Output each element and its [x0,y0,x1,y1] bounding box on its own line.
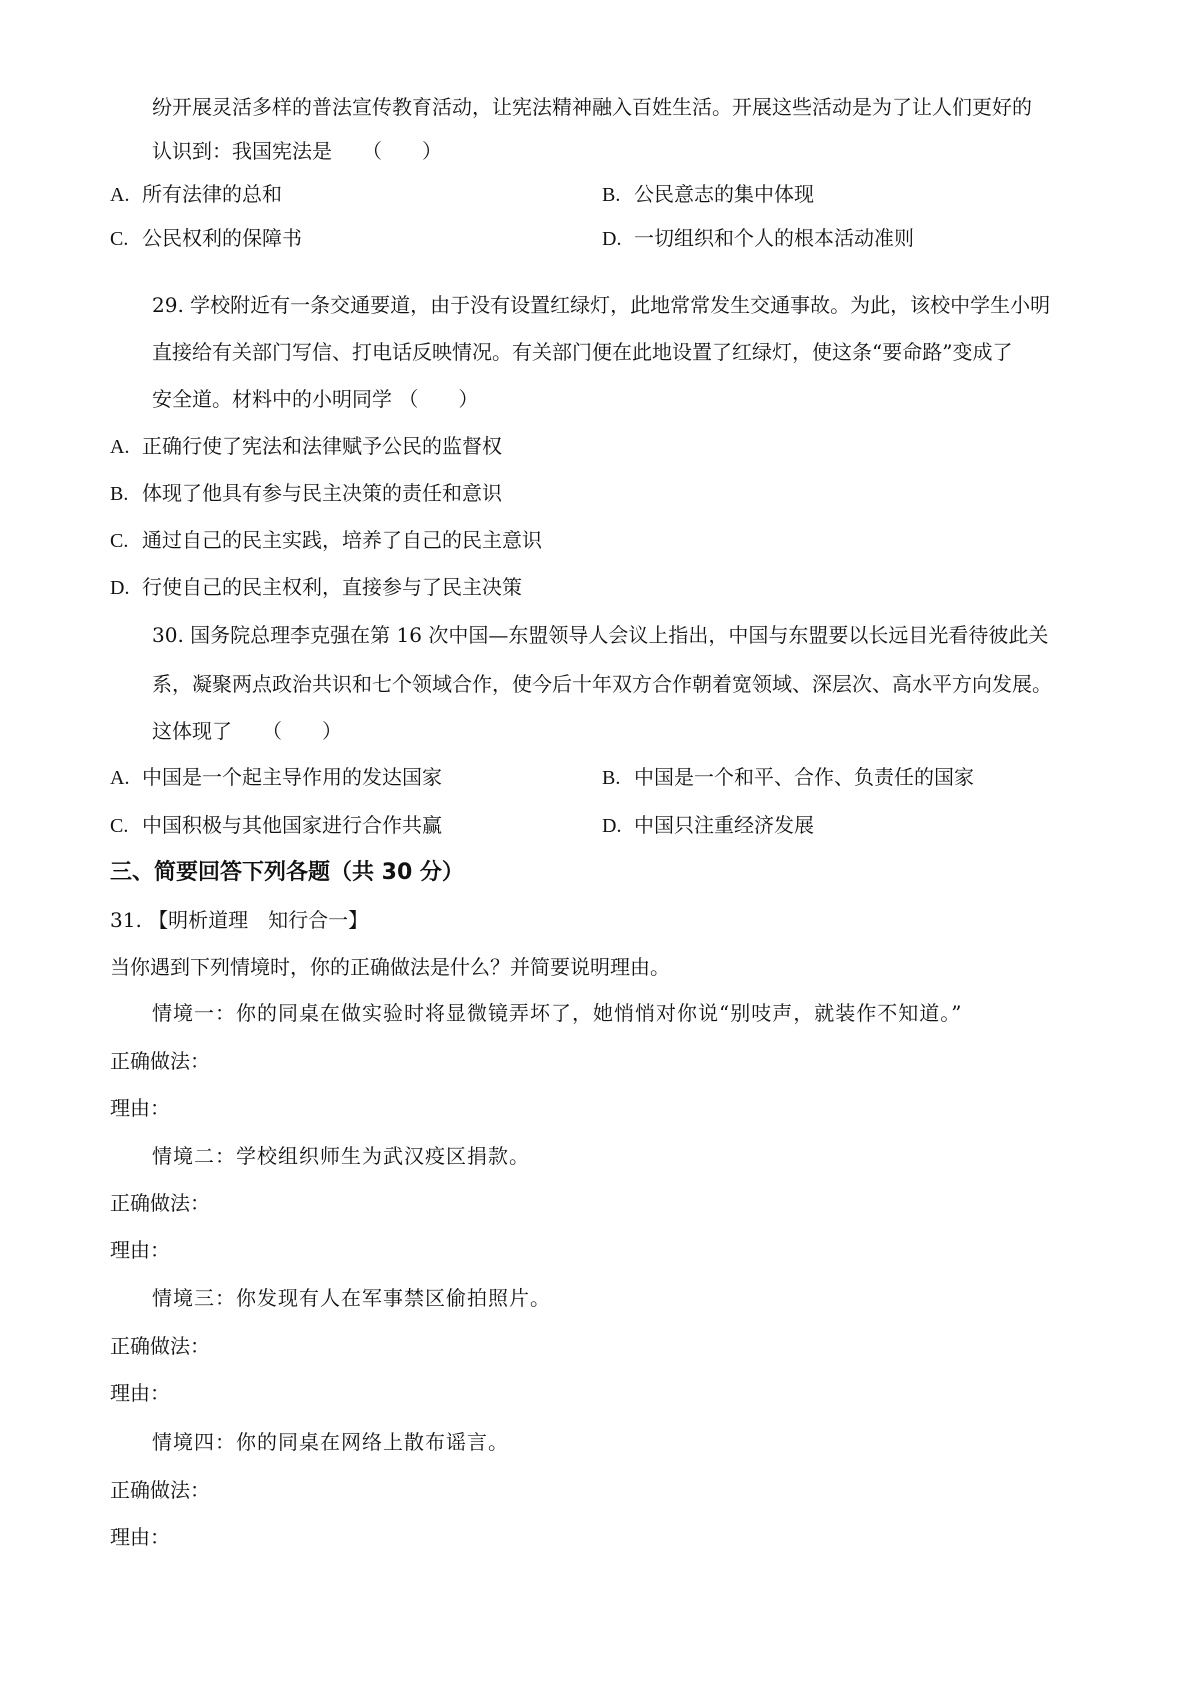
option-letter: D. [110,577,130,599]
option-text: 所有法律的总和 [142,182,282,206]
option-text: 一切组织和个人的根本活动准则 [634,226,914,250]
option-letter: A. [110,436,130,458]
q29-stem-line-1: 29. 学校附近有一条交通要道，由于没有设置红绿灯，此地常常发生交通事故。为此，该校中学生小明 [152,293,1051,317]
q29-option-d[interactable] [110,572,522,603]
q30-option-d[interactable] [602,810,814,841]
option-text: 中国积极与其他国家进行合作共赢 [142,813,442,837]
q31-prompt: 当你遇到下列情境时，你的正确做法是什么？并简要说明理由。 [110,955,670,979]
option-letter: D. [602,815,622,837]
q28-option-b[interactable] [602,179,814,210]
q28-option-a[interactable] [110,179,282,210]
q29-option-a[interactable] [110,431,502,462]
q31-scene-3-correct-label: 正确做法： [110,1334,210,1358]
q30-stem-line-3: 这体现了 （ ） [152,719,342,743]
option-letter: B. [110,483,129,505]
option-letter: C. [110,815,129,837]
q31-scene-2: 情境二：学校组织师生为武汉疫区捐款。 [152,1144,530,1168]
option-text: 中国只注重经济发展 [634,813,814,837]
option-letter: C. [110,228,129,250]
q29-stem-line-2: 直接给有关部门写信、打电话反映情况。有关部门便在此地设置了红绿灯，使这条“要命路”变成了 [152,340,1013,364]
option-text: 公民意志的集中体现 [634,182,814,206]
q30-option-b[interactable] [602,762,974,793]
q31-scene-1: 情境一：你的同桌在做实验时将显微镜弄坏了，她悄悄对你说“别吱声，就装作不知道。” [152,1001,963,1025]
option-letter: B. [602,184,621,206]
q29-option-b[interactable] [110,478,502,509]
q31-scene-1-reason-label: 理由： [110,1096,170,1120]
option-text: 中国是一个起主导作用的发达国家 [142,765,442,789]
q28-stem-line-2: 认识到：我国宪法是 （ ） [152,139,442,163]
q31-scene-3-reason-label: 理由： [110,1381,170,1405]
option-letter: C. [110,530,129,552]
q31-scene-1-correct-label: 正确做法： [110,1049,210,1073]
option-letter: D. [602,228,622,250]
q29-stem-line-3: 安全道。材料中的小明同学 （ ） [152,387,479,411]
option-text: 正确行使了宪法和法律赋予公民的监督权 [142,434,502,458]
q30-option-c[interactable] [110,810,442,841]
option-letter: B. [602,767,621,789]
q30-stem-line-2: 系，凝聚两点政治共识和七个领域合作，使今后十年双方合作朝着宽领域、深层次、高水平方向发展。 [152,672,1052,696]
q31-title: 31. 【明析道理 知行合一】 [110,908,369,932]
q31-scene-4-reason-label: 理由： [110,1525,170,1549]
option-letter: A. [110,767,130,789]
option-text: 行使自己的民主权利，直接参与了民主决策 [142,575,522,599]
section-heading: 三、简要回答下列各题（共 30 分） [110,860,464,885]
q28-stem-line-1: 纷开展灵活多样的普法宣传教育活动，让宪法精神融入百姓生活。开展这些活动是为了让人们更好的 [152,95,1032,119]
q28-option-d[interactable] [602,223,914,254]
q31-scene-3: 情境三：你发现有人在军事禁区偷拍照片。 [152,1286,551,1310]
option-text: 公民权利的保障书 [142,226,302,250]
q31-scene-2-reason-label: 理由： [110,1238,170,1262]
q31-scene-4-correct-label: 正确做法： [110,1478,210,1502]
q28-option-c[interactable] [110,223,302,254]
q30-stem-line-1: 30. 国务院总理李克强在第 16 次中国—东盟领导人会议上指出，中国与东盟要以长远目光看待彼此关 [152,623,1049,647]
option-letter: A. [110,184,130,206]
q31-scene-4: 情境四：你的同桌在网络上散布谣言。 [152,1430,509,1454]
option-text: 中国是一个和平、合作、负责任的国家 [634,765,974,789]
option-text: 通过自己的民主实践，培养了自己的民主意识 [142,528,542,552]
q29-option-c[interactable] [110,525,542,556]
q30-option-a[interactable] [110,762,442,793]
q31-scene-2-correct-label: 正确做法： [110,1191,210,1215]
option-text: 体现了他具有参与民主决策的责任和意识 [142,481,502,505]
